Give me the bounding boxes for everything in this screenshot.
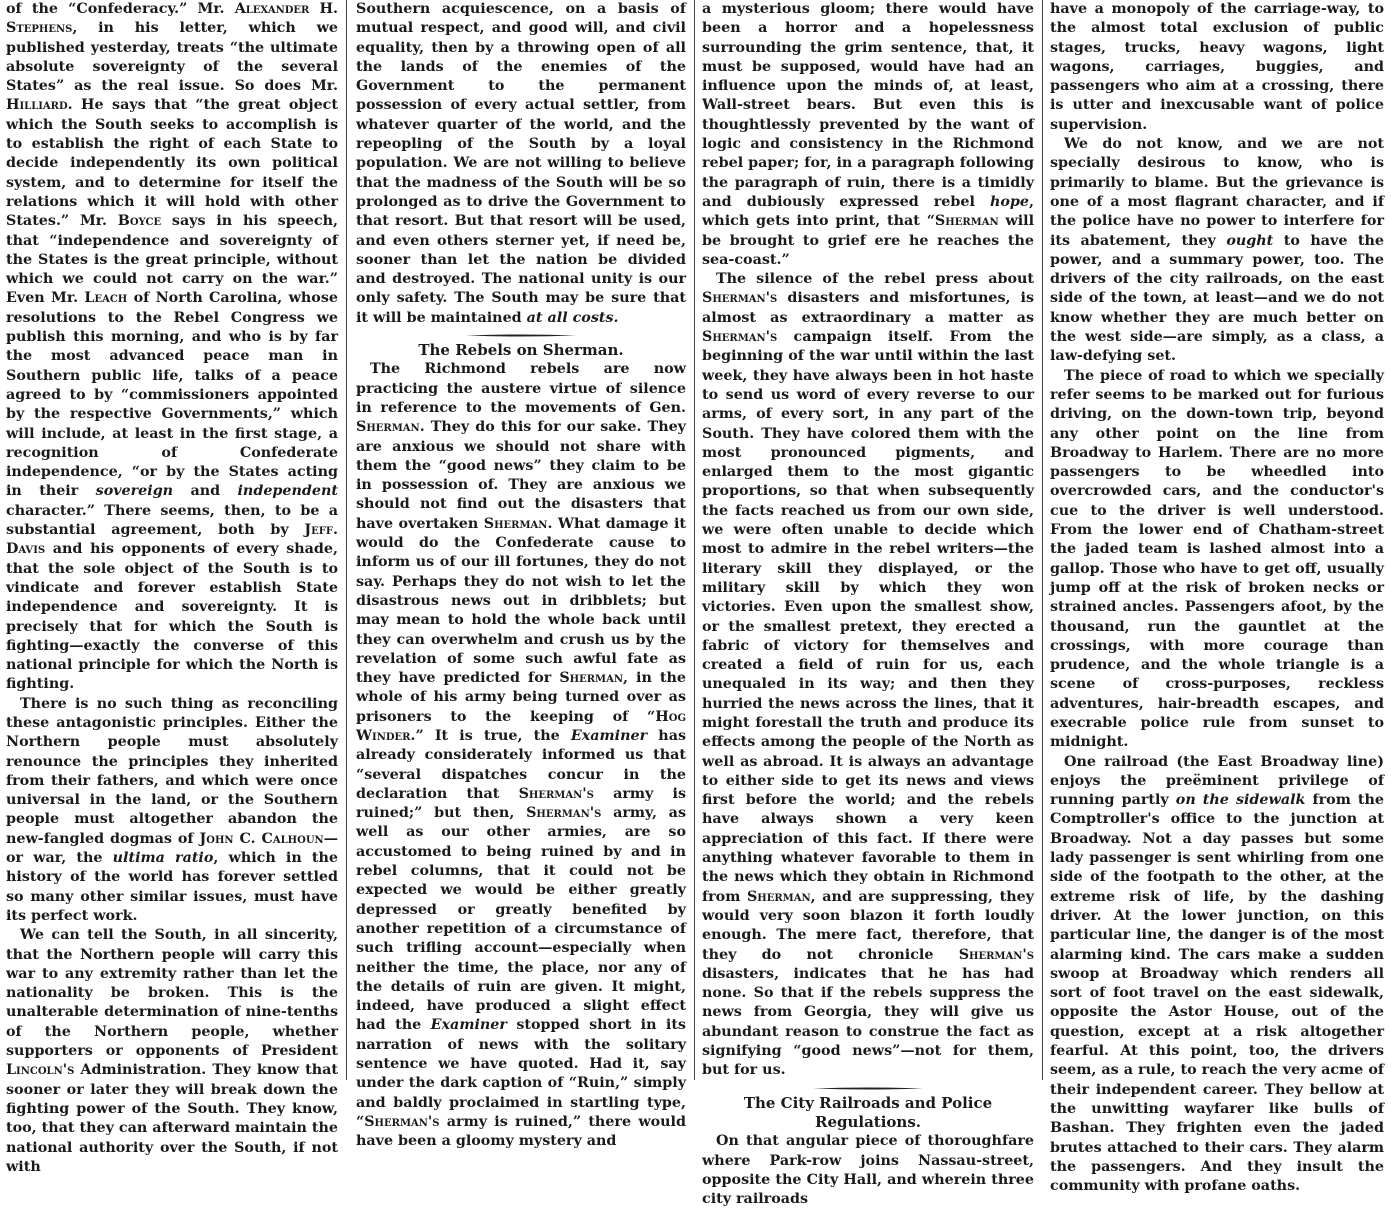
column-1: [6, 0, 338, 1175]
column-3: [702, 0, 1034, 1208]
column-2: [356, 0, 687, 1150]
column-rule: [346, 0, 347, 1080]
paragraph: We can tell the South, in all sincerity, that the Northern people will carry this war to any extremity rather than let the nationality be broken. This is the unalterable determination of nine-tenths of the Northern people, whether supporters or opponents of President Lincoln's Administration. They know that sooner or later they will break down the fighting power of the South. They know, too, that they can afterward maintain the national authority over the South, if not with: [6, 927, 338, 1175]
paragraph: One railroad (the East Broadway line) enjoys the preëminent privilege of running partly on the sidewalk from the Comptroller's office to the junction at Broadway. Not a day passes but some lady passenger is sent whirling from one side of the footpath to the other, at the extreme risk of life, by the dashing driver. At the lower junction, on this particular line, the danger is of the most alarming kind. The cars make a sudden swoop at Broadway which renders all sort of foot travel on the east sidewalk, opposite the Astor House, out of the question, except at a risk altogether fearful. At this point, too, the drivers seem, as a rule, to reach the very acme of their independent career. They bellow at the unwitting wayfarer like bulls of Bashan. They frighten even the jaded brutes attached to their cars. They alarm the passengers. And they insult the community with profane oaths.: [1050, 753, 1384, 1195]
article-heading: The Rebels on Sherman.: [418, 341, 624, 360]
paragraph: a mysterious gloom; there would have been a horror and a hopelessness surrounding the grim sentence, that, it must be supposed, would have had an influence upon the minds of, at least, Wall-street bears. But even this is thoughtlessly prevented by the want of logic and consistency in the Richmond rebel paper; for, in a paragraph following the paragraph of ruin, there is a timidly and dubiously expressed rebel hope, which gets into print, that “Sherman will be brought to grief ere he reaches the sea-coast.”: [702, 1, 1034, 268]
paragraph: On that angular piece of thoroughfare where Park-row joins Nassau-street, opposite the City Hall, and wherein three city railroads: [702, 1133, 1034, 1208]
paragraph: of the “Confederacy.” Mr. Alexander H. Stephens, in his letter, which we published yesterday, treats “the ultimate absolute sovereignty of the several States” as the real issue. So does Mr. Hilliard. He says that “the great object which the South seeks to accomplish is to establish the right of each State to decide independently its own political system, and to determine for itself the relations which it will hold with other States.” Mr. Boyce says in his speech, that “independence and sovereignty of the States is the great principle, without which we could not carry on the war.” Even Mr. Leach of North Carolina, whose resolutions to the Rebel Congress we publish this morning, and who is by far the most advanced peace man in Southern public life, talks of a peace agreed to by “commissioners appointed by the respective Governments,” which will include, at least in the first stage, a recognition of Confederate independence, “or by the States acting in their sovereign and independent character.” There seems, then, to be a substantial agreement, both by Jeff. Davis and his opponents of every shade, that the sole object of the South is to vindicate and forever establish State independence and sovereignty. It is precisely that for which the South is fighting—exactly the converse of this national principle for which the North is fighting.: [6, 1, 338, 693]
column-4: [1050, 0, 1385, 1195]
section-divider: [813, 1087, 923, 1090]
paragraph: The silence of the rebel press about Sherman's disasters and misfortunes, is almost as extraordinary a matter as Sherman's campaign itself. From the beginning of the war until within the last week, they have always been in hot haste to send us word of every reverse to our arms, of every sort, in any part of the South. They have colored them with the most pronounced pigments, and enlarged them to the most gigantic proportions, so that when subsequently the facts reached us from our own side, we were often unable to decide which most to admire in the rebel writers—the literary skill they displayed, or the military skill by which they won victories. Even upon the smallest show, or the smallest pretext, they erected a fabric of victory for themselves and created a field of ruin for us, each unequaled in its way; and then they hurried the news across the lines, that it might forestall the truth and produce its effects among the people of the North as well as abroad. It is always an advantage to either side to get its news and views first before the world; and the rebels have always shown a very keen appreciation of this fact. If there were anything whatever favorable to them in the news which they obtain in Richmond from Sherman, and are suppressing, they would very soon blazon it forth loudly enough. The mere fact, therefore, that they do not chronicle Sherman's disasters, indicates that he has had none. So that if the rebels suppress the news from Georgia, they will give us abundant reason to construe the fact as signifying “good news”—not for them, but for us.: [702, 271, 1034, 1079]
paragraph: There is no such thing as reconciling these antagonistic principles. Either the Northern people must absolutely renounce the principles they inherited from their fathers, and which were once universal in the land, or the Southern people must altogether abandon the new-fangled dogmas of John C. Calhoun—or war, the ultima ratio, which in the history of the world has forever settled so many other similar issues, must have its perfect work.: [6, 695, 338, 924]
paragraph: have a monopoly of the carriage-way, to the almost total exclusion of public stages, trucks, heavy wagons, light wagons, carriages, buggies, and passengers who aim at a crossing, there is utter and inexcusable want of police supervision.: [1050, 1, 1384, 133]
paragraph: The piece of road to which we specially refer seems to be marked out for furious driving, on the down-town trip, beyond any other point on the line from Broadway to Harlem. There are no more passengers to be wheedled into overcrowded cars, and the conductor's cue to the driver is well understood. From the lower end of Chatham-street the jaded team is lashed almost into a gallop. Those who have to get off, usually jump off at the risk of broken necks or strained ancles. Passengers afoot, by the thousand, run the gauntlet at the crossings, with more courage than prudence, and the whole triangle is a scene of cross-purposes, reckless adventures, hair-breadth escapes, and execrable police rule from sunset to midnight.: [1050, 367, 1384, 751]
paragraph: We do not know, and we are not specially desirous to know, who is primarily to blame. But the grievance is one of a most flagrant character, and if the police have no power to interfere for its abatement, they ought to have the power, and a summary power, too. The drivers of the city railroads, on the east side of the town, at least—and we do not know whether they are much better on the west side—are simply, as a class, a law-defying set.: [1050, 136, 1385, 365]
paragraph: The Richmond rebels are now practicing the austere virtue of silence in reference to the movements of Gen. Sherman. They do this for our sake. They are anxious we should not share with them the “good news” they claim to be in possession of. They are anxious we should not find out the disasters that have overtaken Sherman. What damage it would do the Confederate cause to inform us of our ill fortunes, they do not say. Perhaps they do not wish to let the disastrous news out in dribblets; but may mean to hold the whole back until they can overwhelm and crush us by the revelation of some such awful fate as they have predicted for Sherman, in the whole of his army being turned over as prisoners to the keeping of “Hog Winder.” It is true, the Examiner has already considerately informed us that “several dispatches concur in the declaration that Sherman's army is ruined;” but then, Sherman's army, as well as our other armies, are so accustomed to being ruined by and in rebel columns, that it could not be expected we would be either greatly depressed or greatly benefited by another repetition of a circumstance of such trifling account—especially when neither the time, the place, nor any of the details of ruin are given. It might, indeed, have produced a slight effect had the Examiner stopped short in its narration of news with the solitary sentence we have quoted. Had it, say under the dark caption of “Ruin,” simply and baldly proclaimed in startling type, “Sherman's army is ruined,” there would have been a gloomy mystery and: [356, 361, 687, 1150]
column-rule: [694, 0, 695, 1080]
article-heading: The City Railroads and Police Regulations.: [743, 1093, 993, 1131]
paragraph: Southern acquiescence, on a basis of mutual respect, and good will, and civil equality, then by a throwing open of all the lands of the enemies of the Government to the permanent possession of every actual settler, from whatever quarter of the world, and the repeopling of the South by a loyal population. We are not willing to believe that the madness of the South will be so prolonged as to drive the Government to that resort. But that resort will be used, and even others sterner yet, if need be, sooner than let the nation be divided and destroyed. The national unity is our only safety. The South may be sure that it will be maintained at all costs.: [356, 1, 686, 326]
column-rule: [1042, 0, 1043, 1080]
section-divider: [466, 334, 576, 337]
